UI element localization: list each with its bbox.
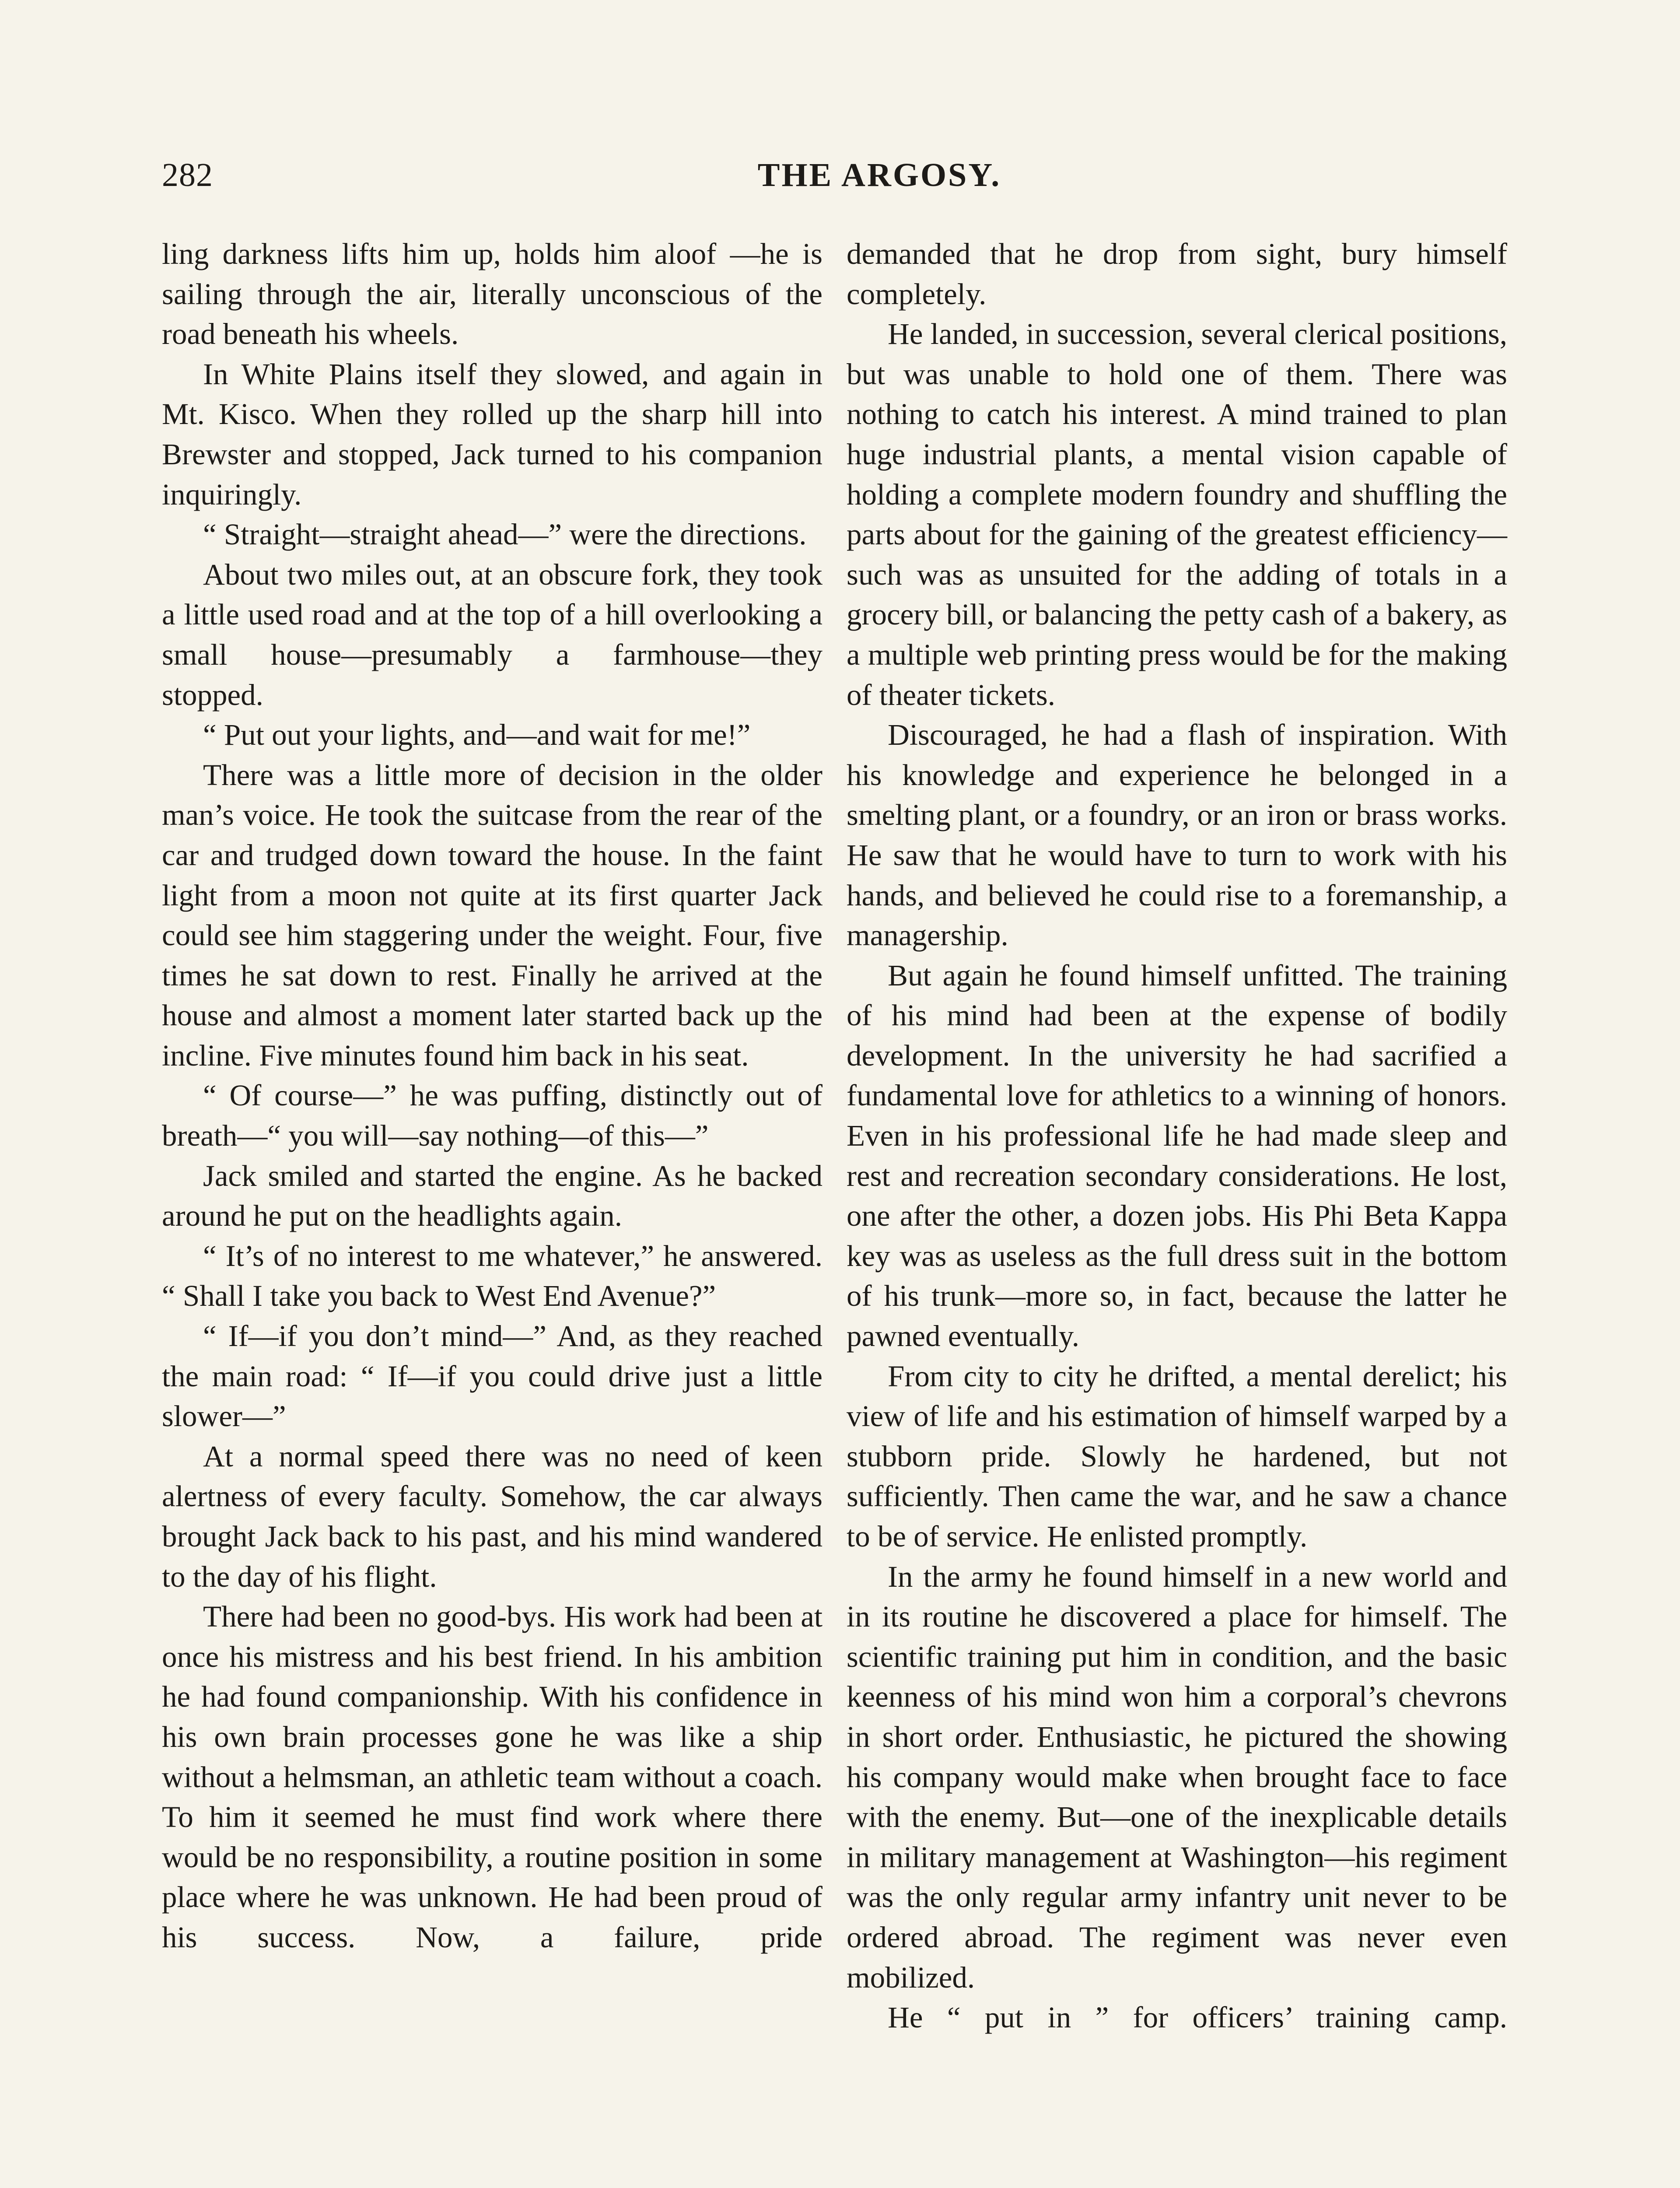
page-number: 282 (162, 157, 213, 193)
paragraph: Jack smiled and started the engine. As he backed around he put on the headlights again. (162, 1159, 822, 1233)
paragraph: At a normal speed there was no need of keen alertness of every faculty. Somehow, the car always brought Jack back to his past, and his mind wandered to the day of his flight. (162, 1439, 822, 1593)
paragraph: Discouraged, he had a flash of inspiration. With his knowledge and experience he belonged in a smelting plant, or a foundry, or an iron or brass works. He saw that he would have to turn to work with his hands, and believed he could rise to a foremanship, a managership. (847, 718, 1507, 952)
paragraph: In the army he found himself in a new world and in its routine he discovered a place for himself. The scientific training put him in condition, and the basic keenness of his mind won him a corporal’s chevrons in short order. Enthusiastic, he pictured the showing his company would make when brought face to face with the enemy. But—one of the inexplicable details in military management at Washington—his regiment was the only regular army infantry unit never to be ordered abroad. The regiment was never even mobilized. (847, 1560, 1507, 1994)
paragraph: demanded that he drop from sight, bury himself completely. (847, 237, 1507, 311)
paragraph: “ It’s of no interest to me whatever,” he answered. “ Shall I take you back to West End Avenue?” (162, 1239, 822, 1313)
paragraph: “ If—if you don’t mind—” And, as they reached the main road: “ If—if you could drive just a little slower—” (162, 1319, 822, 1433)
paragraph: “ Straight—straight ahead—” were the directions. (203, 518, 807, 551)
paragraph: There had been no good-bys. His work had been at once his mistress and his best friend. In his ambition he had found companionship. With his confidence in his own brain processes gone he was like a ship without a helmsman, an athletic team without a coach. To him it seemed he must find work where there would be no responsibility, a routine position in some place where he was unknown. He had been proud of his success. Now, a failure, pride (162, 1600, 822, 1954)
paragraph: He “ put in ” for officers’ training camp. (888, 2001, 1507, 2034)
paragraph: ling darkness lifts him up, holds him aloof —he is sailing through the air, literally unconscious of the road beneath his wheels. (162, 237, 822, 351)
paragraph: “ Of course—” he was puffing, distinctly out of breath—“ you will—say nothing—of this—” (162, 1079, 822, 1153)
paragraph: He landed, in succession, several clerical positions, but was unable to hold one of them. There was nothing to catch his interest. A mind trained to plan huge industrial plants, a mental vision capable of holding a complete modern foundry and shuffling the parts about for the gaining of the greatest efficiency—such was as unsuited for the adding of totals in a grocery bill, or balancing the petty cash of a bakery, as a multiple web printing press would be for the making of theater tickets. (847, 317, 1507, 712)
paragraph: In White Plains itself they slowed, and again in Mt. Kisco. When they rolled up the sharp hill into Brewster and stopped, Jack turned to his companion inquiringly. (162, 357, 822, 511)
left-column (162, 234, 822, 1958)
running-title: THE ARGOSY. (757, 157, 1001, 193)
paragraph: But again he found himself unfitted. The training of his mind had been at the expense of bodily development. In the university he had sacrified a fundamental love for athletics to a winning of honors. Even in his professional life he had made sleep and rest and recreation secondary considerations. He lost, one after the other, a dozen jobs. His Phi Beta Kappa key was as useless as the full dress suit in the bottom of his trunk—more so, in fact, because the latter he pawned eventually. (847, 958, 1507, 1353)
paragraph: There was a little more of decision in the older man’s voice. He took the suitcase from the rear of the car and trudged down toward the house. In the faint light from a moon not quite at its first quarter Jack could see him staggering under the weight. Four, five times he sat down to rest. Finally he arrived at the house and almost a moment later started back up the incline. Five minutes found him back in his seat. (162, 758, 822, 1072)
paragraph: “ Put out your lights, and—and wait for me!” (203, 718, 751, 752)
page-header (162, 153, 1509, 206)
paragraph: From city to city he drifted, a mental derelict; his view of life and his estimation of himself warped by a stubborn pride. Slowly he hardened, but not sufficiently. Then came the war, and he saw a chance to be of service. He enlisted promptly. (847, 1359, 1507, 1553)
right-column (847, 234, 1507, 2038)
paragraph: About two miles out, at an obscure fork, they took a little used road and at the top of a hill overlooking a small house—presumably a farmhouse—they stopped. (162, 558, 822, 712)
